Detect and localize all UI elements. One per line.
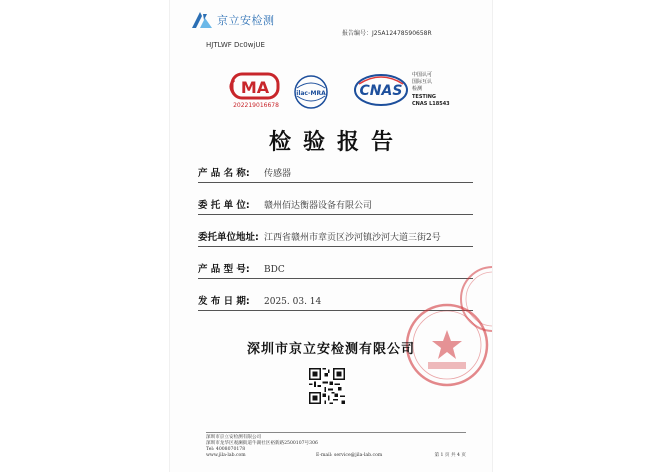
field-value: 传感器 [264, 169, 292, 179]
footer-line: 深圳市龙华区观澜街道牛湖社区裕新路2500107号306 [206, 441, 318, 446]
ilac-label: ilac-MRA [296, 90, 326, 97]
field-value: 赣州佰达衡器设备有限公司 [264, 201, 373, 211]
verification-code: HJTLWF Dc0wjUE [206, 41, 265, 49]
field-value: 江西省赣州市章贡区沙河镇沙河大道三街2号 [264, 233, 441, 243]
brand-name: 京立安检测 [217, 14, 275, 27]
footer [206, 432, 466, 459]
footer-line: 深圳市京立安检测有限公司 [206, 435, 262, 440]
cnas-side-line: 国际互认 [412, 79, 433, 86]
field-value: BDC [264, 265, 285, 275]
field-label: 产 品 名 称: [198, 168, 250, 179]
cma-number: 202219016678 [233, 102, 279, 109]
field-label: 产 品 型 号: [198, 264, 250, 275]
footer-email[interactable]: E-mail: service@jila-lab.com [316, 453, 383, 458]
field-value: 2025. 03. 14 [264, 297, 322, 307]
brand-logo-icon [190, 10, 214, 30]
report-number: 报告编号：J25A12478590658R [342, 30, 432, 37]
footer-website[interactable]: www.jila-lab.com [206, 453, 246, 458]
brand-logo [190, 10, 275, 30]
cnas-side-line: 检测 [412, 86, 423, 93]
report-page [170, 0, 492, 472]
page-title: 检验报告 [268, 130, 405, 155]
field-label: 发 布 日 期: [198, 296, 250, 307]
issuing-company: 深圳市京立安检测有限公司 [246, 342, 415, 357]
field-label: 委 托 单 位: [198, 200, 250, 211]
cnas-side-line: CNAS L18543 [412, 100, 450, 107]
cnas-side-text [412, 72, 450, 108]
svg-text:MA: MA [240, 78, 270, 97]
field-model [198, 258, 473, 279]
ilac-mra-icon [293, 74, 329, 110]
cnas-label: CNAS [359, 83, 403, 99]
field-label: 委托单位地址: [198, 232, 259, 243]
page-number: 第 1 页 共 4 页 [434, 453, 466, 458]
cnas-side-line: TESTING [412, 93, 436, 100]
footer-line: Tel: 4008070178 [206, 447, 246, 452]
field-product-name [198, 162, 473, 183]
field-client-address [198, 226, 473, 247]
field-client [198, 194, 473, 215]
qr-code-icon[interactable] [309, 368, 345, 404]
cnas-mark-icon [353, 72, 409, 108]
cnas-side-line: 中国认可 [412, 72, 433, 78]
